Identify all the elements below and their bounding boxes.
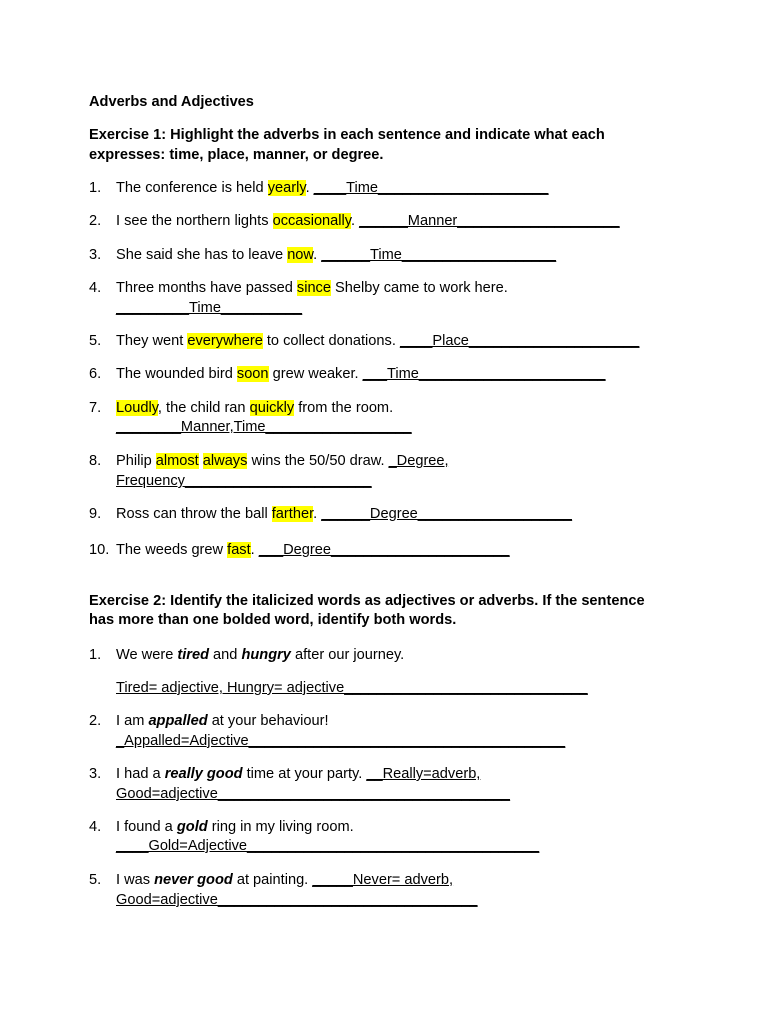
list-item: I was never good at painting. _____Never= adverb, [116, 872, 454, 888]
item-number: 4. [89, 819, 102, 835]
answer-text: _Degree, [388, 453, 449, 469]
highlighted-adverb: fast [227, 542, 251, 558]
exercise1-heading-line1: Exercise 1: Highlight the adverbs in each sentence and indicate what each [89, 127, 605, 143]
italic-word: appalled [148, 713, 208, 729]
answer-text: _Appalled=Adjective_______________________________________ [116, 733, 566, 749]
answer-text: ______Manner____________________ [359, 213, 620, 229]
answer-text: ______Degree___________________ [321, 506, 573, 522]
italic-word: never good [154, 872, 233, 888]
list-item: I had a really good time at your party. __Really=adverb, [116, 766, 481, 782]
italic-word: hungry [241, 647, 291, 663]
exercise2-heading-line2: has more than one bolded word, identify both words. [89, 612, 457, 628]
list-item: I see the northern lights occasionally. ______Manner____________________ [116, 213, 620, 229]
exercise1-heading-line2: expresses: time, place, manner, or degree. [89, 147, 384, 163]
item-number: 6. [89, 366, 102, 382]
answer-text: Good=adjective____________________________________ [116, 786, 511, 802]
list-item: Loudly, the child ran quickly from the room. [116, 400, 394, 416]
answer-text: ____Gold=Adjective____________________________________ [116, 838, 540, 854]
list-item: I am appalled at your behaviour! [116, 713, 329, 729]
italic-word: tired [177, 647, 209, 663]
answer-text: ___Degree______________________ [258, 542, 510, 558]
list-item: Three months have passed since Shelby came to work here. [116, 280, 508, 296]
item-number: 4. [89, 280, 102, 296]
item-number: 5. [89, 333, 102, 349]
exercise2-heading-line1: Exercise 2: Identify the italicized words as adjectives or adverbs. If the sentence [89, 593, 645, 609]
item-number: 8. [89, 453, 102, 469]
answer-text: Tired= adjective, Hungry= adjective______________________________ [116, 680, 588, 696]
item-number: 10. [89, 542, 110, 558]
item-number: 3. [89, 766, 102, 782]
answer-text: ____Place_____________________ [399, 333, 640, 349]
answer-text: ___Time_______________________ [362, 366, 606, 382]
answer-text: ____Time_____________________ [313, 180, 549, 196]
item-number: 7. [89, 400, 102, 416]
list-item: The weeds grew fast. ___Degree______________________ [116, 542, 510, 558]
answer-text: _____Never= adverb, [312, 872, 454, 888]
list-item: They went everywhere to collect donations. ____Place_____________________ [116, 333, 640, 349]
list-item: Ross can throw the ball farther. ______Degree___________________ [116, 506, 573, 522]
list-item: We were tired and hungry after our journey. [116, 647, 405, 663]
item-number: 2. [89, 713, 102, 729]
answer-text: __Really=adverb, [366, 766, 481, 782]
item-number: 1. [89, 647, 102, 663]
list-item: I found a gold ring in my living room. [116, 819, 354, 835]
answer-text: Frequency_______________________ [116, 473, 372, 489]
answer-text: _________Time__________ [116, 300, 303, 316]
highlighted-adverb: everywhere [187, 333, 263, 349]
item-number: 5. [89, 872, 102, 888]
italic-word: really good [164, 766, 243, 782]
list-item: The conference is held yearly. ____Time_____________________ [116, 180, 549, 196]
highlighted-adverb: yearly [267, 180, 306, 196]
highlighted-adverb: quickly [249, 400, 295, 416]
list-item: The wounded bird soon grew weaker. ___Time_______________________ [116, 366, 606, 382]
highlighted-adverb: always [202, 453, 248, 469]
item-number: 3. [89, 247, 102, 263]
highlighted-adverb: farther [271, 506, 314, 522]
page-title: Adverbs and Adjectives [89, 94, 254, 110]
highlighted-adverb: almost [155, 453, 199, 469]
answer-text: ______Time___________________ [321, 247, 557, 263]
highlighted-adverb: soon [236, 366, 269, 382]
item-number: 1. [89, 180, 102, 196]
italic-word: gold [176, 819, 208, 835]
highlighted-adverb: occasionally [272, 213, 351, 229]
item-number: 2. [89, 213, 102, 229]
highlighted-adverb: since [296, 280, 331, 296]
highlighted-adverb: now [287, 247, 314, 263]
answer-text: ________Manner,Time__________________ [116, 419, 412, 435]
item-number: 9. [89, 506, 102, 522]
highlighted-adverb: Loudly [116, 400, 158, 416]
answer-text: Good=adjective________________________________ [116, 892, 478, 908]
list-item: She said she has to leave now. ______Time___________________ [116, 247, 557, 263]
list-item: Philip almost always wins the 50/50 draw. _Degree, [116, 453, 449, 469]
